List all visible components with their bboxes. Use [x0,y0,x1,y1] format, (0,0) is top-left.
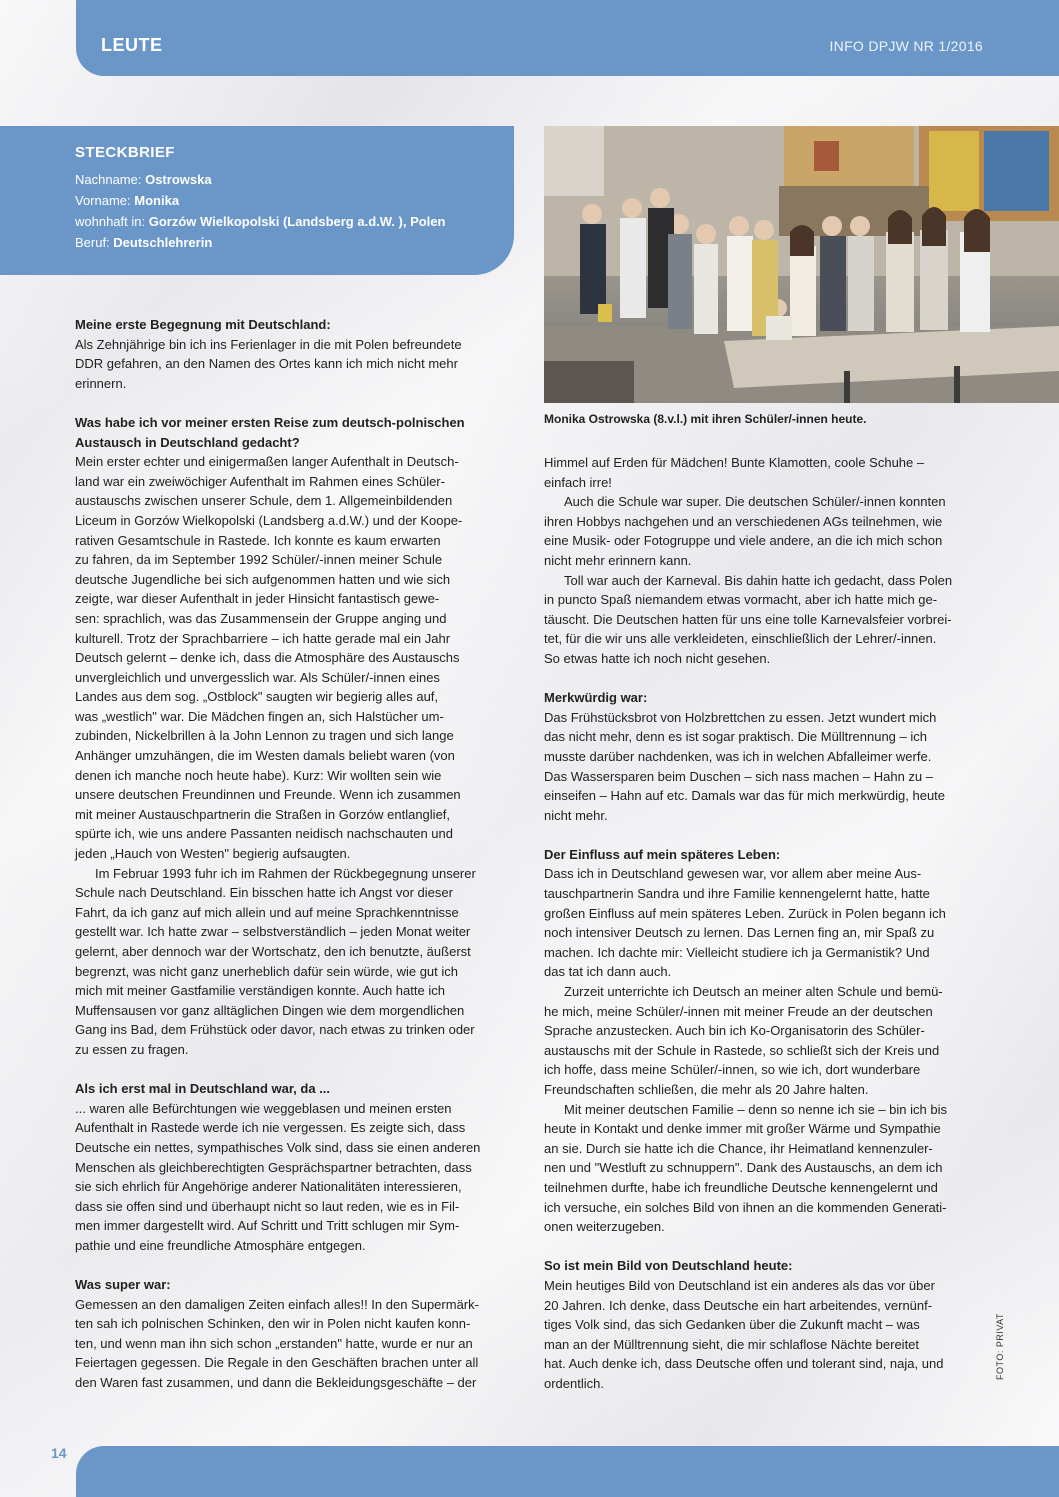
text-line: ten, und wenn man ihn sich schon „erstanden" hatte, wurde er nur an [75,1335,473,1351]
text-line: jeden „Hauch von Westen" begierig aufsaugten. [75,846,351,862]
text-line: Dass ich in Deutschland gewesen war, vor allem aber meine Aus- [544,866,922,882]
text-line: Landes aus dem sog. „Ostblock" saugten wir begierig alles auf, [75,689,439,705]
text-line: nicht mehr. [544,807,608,823]
issue-label: INFO DPJW NR 1/2016 [829,38,983,54]
text-line: zubinden, Nickelbrillen à la John Lennon zu tragen und sich lange [75,728,454,744]
text-line: he mich, meine Schüler/-innen mit meiner Freude an der deutschen [544,1003,933,1019]
text-line: gelernt, aber dennoch war der Wortschatz, den ich benutzte, äußerst [75,944,471,959]
text-line: machen. Ich dachte mir: Vielleicht studiere ich ja Germanistik? Und [544,944,930,960]
profile-row-profession [75,232,514,253]
text-line: Anhänger umzuhängen, die im Westen damals beliebt waren (von [75,748,455,764]
text-line: dass sie offen sind und überhaupt nicht so laut reden, wie es in Fil- [75,1198,460,1214]
text-line: musste darüber nachdenken, was ich in welchen Abfalleimer werfe. [544,748,932,764]
text-line: noch intensiver Deutsch zu lernen. Das Lernen fing an, mir Spaß zu [544,925,935,941]
profile-box [0,126,514,275]
profile-label: Vorname: [75,193,135,208]
text-line: Toll war auch der Karneval. Bis dahin hatte ich gedacht, dass Polen [564,572,953,588]
paragraph-gap [544,825,984,845]
text-line: in puncto Spaß niemandem etwas vormacht, aber ich hatte mich ge- [544,592,938,608]
profile-value: Ostrowska [145,172,212,187]
paragraph-gap [544,1237,984,1257]
text-line: nicht mehr erinnern kann. [544,552,692,568]
paragraph-gap [75,1256,515,1276]
text-line: Sprache anzustecken. Auch bin ich Ko-Organisatorin des Schüler- [544,1023,925,1039]
photo-credit: FOTO: PRIVAT [995,1312,1005,1380]
section-heading: So ist mein Bild von Deutschland heute: [544,1258,793,1274]
text-line: Himmel auf Erden für Mädchen! Bunte Klamotten, coole Schuhe – [544,455,925,470]
text-line: man an der Mülltrennung sieht, die mir schlaflose Nächte bereitet [544,1336,920,1352]
right-text-column [544,453,984,1394]
text-line: Feiertagen gegessen. Die Regale in den Geschäften brachen unter all [75,1355,479,1371]
profile-value: Monika [134,193,180,208]
profile-row-residence [75,211,514,232]
text-line: denen ich manche noch heute habe). Kurz: Wir wollten sein wie [75,767,442,783]
text-line: was „westlich" war. Die Mädchen fingen an, sich Halstücher um- [75,708,444,724]
text-line: großen Einfluss auf mein späteres Leben. Zurück in Polen begann ich [544,905,946,921]
text-line: mit meiner Austauschpartnerin die Straßen in Gorzów entlanglief, [75,806,451,822]
text-line: ten sah ich polnischen Schinken, den wir in Polen nicht kaufen konn- [75,1316,471,1332]
profile-row-lastname [75,169,514,190]
text-line: land war ein zweiwöchiger Aufenthalt im Rahmen eines Schüler- [75,473,445,489]
text-line: men immer dargestellt wird. Auf Schritt und Tritt schlugen mir Sym- [75,1218,460,1234]
text-line: unsere deutschen Freundinnen und Freunde. Wenn ich zusammen [75,787,461,803]
text-line: eine Musik- oder Fotogruppe und viele andere, an die ich mich schon [544,533,943,549]
text-line: ordentlich. [544,1375,604,1391]
text-line: erinnern. [75,375,127,391]
profile-label: Beruf: [75,235,114,250]
text-line: kulturell. Trotz der Sprachbarriere – ich hatte gerade mal ein Jahr [75,630,451,646]
text-line: Mein heutiges Bild von Deutschland ist ein anderes als das vor über [544,1277,935,1293]
text-line: rativen Gesamtschule in Rastede. Ich konnte es kaum erwarten [75,532,441,548]
text-line: austauschs zwischen unserer Schule, dem 1. Allgemeinbildenden [75,493,453,509]
text-line: hat. Auch denke ich, dass Deutsche offen und tolerant sind, naja, und [544,1356,944,1372]
text-line: Das Frühstücksbrot von Holzbrettchen zu essen. Jetzt wundert mich [544,709,937,725]
section-label: LEUTE [101,35,163,55]
text-line: Schule nach Deutschland. Ein bisschen hatte ich Angst vor dieser [75,885,453,901]
text-line: Gemessen an den damaligen Zeiten einfach alles!! In den Supermärk- [75,1296,479,1312]
text-line: täuscht. Die Deutschen hatten für uns eine tolle Karnevalsfeier vorbrei- [544,611,952,627]
text-line: ich hoffe, dass meine Schüler/-innen, so wie ich, dort wunderbare [544,1062,921,1078]
text-line: Auch die Schule war super. Die deutschen Schüler/-innen konnten [564,494,946,510]
text-line: ... waren alle Befürchtungen wie weggeblasen und meinen ersten [75,1100,452,1116]
text-line: deutsche Jugendliche bei sich aufgenommen hatten und wie sich [75,571,451,587]
text-line: sie sich ehrlich für Angehörige anderer Nationalitäten interessieren, [75,1179,462,1195]
group-photo-illustration [544,126,1059,403]
text-line: einfach irre! [544,474,612,490]
section-heading: Was super war: [75,1277,171,1293]
paragraph-gap [75,1060,515,1080]
text-line: das nicht mehr, denn es ist sogar praktisch. Die Mülltrennung – ich [544,729,927,745]
text-line: Zurzeit unterrichte ich Deutsch an meiner alten Schule und bemü- [564,984,943,1000]
text-line: Als Zehnjährige bin ich ins Ferienlager in die mit Polen befreundete [75,336,462,352]
text-line: ihren Hobbys nachgehen und an verschiedenen AGs teilnehmen, wie [544,513,943,529]
group-photo [544,126,1059,403]
section-heading: Als ich erst mal in Deutschland war, da ... [75,1081,331,1097]
text-line: So etwas hatte ich noch nicht gesehen. [544,650,771,666]
text-line: 20 Jahren. Ich denke, dass Deutsche ein hart arbeitendes, vernünf- [544,1297,933,1313]
page-number: 14 [51,1445,67,1461]
section-heading: Merkwürdig war: [544,690,648,706]
profile-value: Deutschlehrerin [113,235,213,250]
text-line: den Waren fast zusammen, und dann die Bekleidungsgeschäfte – der [75,1375,477,1391]
text-line: Im Februar 1993 fuhr ich im Rahmen der Rückbegegnung unserer [95,865,476,881]
text-line: Freundschaften schließen, die mehr als 20 Jahre halten. [544,1082,869,1097]
text-line: Liceum in Gorzów Wielkopolski (Landsberg a.d.W.) und der Koope- [75,512,463,528]
section-heading: Was habe ich vor meiner ersten Reise zum deutsch-polnischen [75,414,465,430]
profile-row-firstname [75,190,514,211]
paragraph-gap [75,393,515,413]
text-line: Das Wassersparen beim Duschen – sich nass machen – Hahn zu – [544,768,933,784]
text-line: Mit meiner deutschen Familie – denn so nenne ich sie – bin ich bis [564,1101,947,1117]
text-line: onen weiterzugeben. [544,1219,665,1235]
text-line: nen und "Westluft zu schnuppern". Dank des Austauschs, an dem ich [544,1160,943,1176]
text-line: sen: sprachlich, was das Zusammensein der Gruppe anging und [75,610,447,626]
photo-caption: Monika Ostrowska (8.v.l.) mit ihren Schüler/-innen heute. [544,412,867,426]
profile-title: STECKBRIEF [75,144,175,161]
section-heading: Der Einfluss auf mein späteres Leben: [544,846,781,862]
text-line: Deutsch gelernt – denke ich, dass die Atmosphäre des Austauschs [75,650,460,666]
text-line: das tat ich dann auch. [544,964,672,980]
section-heading: Meine erste Begegnung mit Deutschland: [75,317,331,332]
text-line: tet, für die wir uns alle verkleideten, einschließlich der Lehrer/-innen. [544,631,937,647]
text-line: spürte ich, wie uns andere Passanten neidisch nachschauten und [75,826,453,842]
header-bar [76,0,1059,76]
text-line: Muffensausen vor ganz alltäglichen Dingen wie dem morgendlichen [75,1002,465,1018]
text-line: Menschen als gleichberechtigten Gesprächspartner betrachten, dass [75,1159,472,1175]
footer-bar [76,1446,1059,1497]
text-line: zu fahren, da im September 1992 Schüler/-innen meiner Schule [75,552,443,568]
text-line: tiges Volk sind, das sich Gedanken über die Zukunft macht – was [544,1317,920,1333]
text-line: zu essen zu fragen. [75,1041,189,1057]
text-line: an sie. Durch sie hatte ich die Chance, ihr Heimatland kennenzuler- [544,1140,933,1156]
text-line: gestellt war. Ich hatte zwar – selbstverständlich – jeden Monat weiter [75,924,471,940]
text-line: Mein erster echter und einigermaßen langer Aufenthalt in Deutsch- [75,454,459,470]
text-line: unvergleichlich und unvergesslich war. Als Schüler/-innen eines [75,669,440,685]
text-line: zeigte, war dieser Aufenthalt in jeder Hinsicht fantastisch gewe- [75,591,440,607]
text-line: teilnehmen durfte, habe ich freundliche Deutsche kennengelernt und [544,1179,938,1195]
text-line: mich mit meiner Gastfamilie verständigen konnte. Auch hatte ich [75,983,445,999]
profile-label: Nachname: [75,172,146,187]
text-line: DDR gefahren, an den Namen des Ortes kann ich mich nicht mehr [75,356,458,372]
text-line: Gang ins Bad, dem Frühstück oder davor, nach etwas zu trinken oder [75,1022,475,1038]
profile-label: wohnhaft in: [75,214,149,229]
text-line: pathie und eine freundliche Atmosphäre entgegen. [75,1237,366,1253]
left-text-column [75,315,515,1393]
text-line: ich versuche, ein solches Bild von ihnen an die kommenden Generati- [544,1199,947,1215]
section-heading: Austausch in Deutschland gedacht? [75,434,300,450]
text-line: austauschs mit der Schule in Rastede, so schließt sich der Kreis und [544,1042,940,1058]
paragraph-gap [544,669,984,689]
profile-value: Gorzów Wielkopolski (Landsberg a.d.W. ), Polen [148,214,446,229]
text-line: heute in Kontakt und denke immer mit großer Wärme und Sympathie [544,1121,941,1137]
text-line: Fahrt, da ich ganz auf mich allein und auf meine Sprachkenntnisse [75,904,459,920]
text-line: tauschpartnerin Sandra und ihre Familie kennengelernt hatte, hatte [544,886,930,902]
text-line: Deutsche ein nettes, sympathisches Volk sind, dass sie einen anderen [75,1139,481,1155]
text-line: einseifen – Hahn auf etc. Damals war das für mich merkwürdig, heute [544,788,946,804]
text-line: begrenzt, was nicht ganz unerheblich dafür sein würde, wie gut ich [75,963,458,979]
text-line: Aufenthalt in Rastede werde ich nie vergessen. Es zeigte sich, dass [75,1120,466,1136]
